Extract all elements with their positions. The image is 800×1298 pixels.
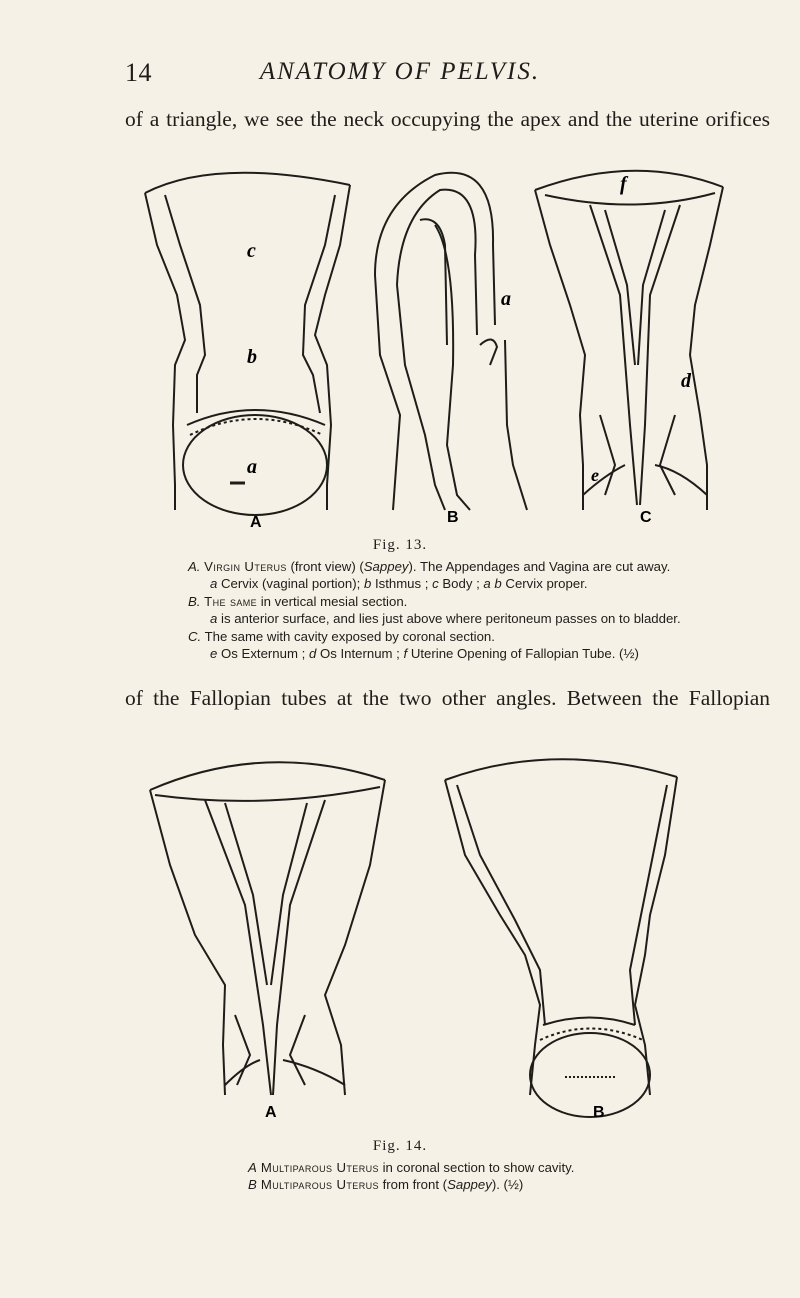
figure-13-illustration: [135, 165, 725, 535]
fig14-caption-b-head: Multiparous Uterus: [256, 1177, 379, 1192]
fig13-caption-a-letter: A.: [188, 559, 201, 574]
fig13-marker-a-left: a: [247, 456, 257, 478]
fig14-caption-b-rest: from front (: [378, 1177, 448, 1192]
fig13-caption-c-head: The same: [204, 629, 264, 644]
fig13-caption-c-sub-3: Uterine Opening of Fallopian Tube. (½): [407, 646, 639, 661]
fig13-marker-a-mid: a: [501, 288, 511, 310]
body-text-line-2: of the Fallopian tubes at the two other angles. Between the Fallopian: [125, 686, 770, 710]
fig13-caption-a-rest: (front view) (: [286, 559, 364, 574]
fig13-panel-c-letter: C: [640, 509, 652, 526]
fig13-marker-e: e: [591, 465, 599, 485]
fig13-caption-b-rest: in vertical mesial section.: [257, 594, 408, 609]
fig13-caption-a: [188, 559, 670, 575]
fig13-title: Fig. 13.: [372, 537, 428, 553]
fig13-caption-c-rest: with cavity exposed by coronal section.: [263, 629, 495, 644]
fig14-caption-a-rest: in coronal section to show cavity.: [378, 1160, 575, 1175]
fig13-caption-a-source: Sappey: [363, 559, 409, 574]
running-title: ANATOMY OF PELVIS.: [259, 58, 541, 85]
fig13-caption-a-sub-c: c: [432, 576, 439, 591]
fig13-caption-b-sub-text: is anterior surface, and lies just above where peritoneum passes on to bladder.: [217, 611, 681, 626]
fig13-marker-f: f: [620, 173, 627, 195]
fig13-caption-a-sub-2: Isthmus ;: [371, 576, 433, 591]
fig13-caption-b-sub-a: a: [210, 611, 218, 626]
fig13-caption-a-sub-1: Cervix (vaginal portion);: [217, 576, 364, 591]
fig14-caption-b-source: Sappey: [447, 1177, 492, 1192]
fig13-caption-a-sub-b: b: [363, 576, 372, 591]
fig14-title: Fig. 14.: [372, 1138, 428, 1154]
fig13-panel-b-letter: B: [447, 509, 459, 526]
figure-14-illustration: [145, 755, 685, 1125]
fig13-caption-a-sub-3: Body ;: [438, 576, 484, 591]
fig13-caption-b-sub: [210, 611, 681, 627]
page-number: 14: [125, 58, 152, 87]
fig14-panel-b-drawing: [445, 759, 677, 1117]
fig13-caption-a-tail: ). The Appendages and Vagina are cut away.: [408, 559, 671, 574]
fig14-caption-a: [248, 1160, 574, 1176]
fig14-panel-b-letter: B: [593, 1104, 605, 1121]
fig13-caption-c-sub-d: d: [308, 646, 317, 661]
fig14-caption-a-letter: A: [248, 1160, 257, 1175]
fig13-caption-c-sub: [210, 646, 639, 662]
fig13-panel-b-drawing: [375, 173, 527, 510]
fig14-panel-a-letter: A: [265, 1104, 277, 1121]
fig14-caption-b-letter: B: [248, 1177, 257, 1192]
fig14-caption-b-tail: ). (½): [491, 1177, 524, 1192]
fig13-caption-c-letter: C.: [188, 629, 202, 644]
fig14-caption-a-head: Multiparous Uterus: [256, 1160, 379, 1175]
fig13-caption-a-sub-4: Cervix proper.: [501, 576, 588, 591]
fig13-caption-b: [188, 594, 407, 610]
fig14-panel-a-drawing: [150, 762, 385, 1095]
fig13-caption-b-letter: B.: [188, 594, 201, 609]
fig13-marker-d: d: [681, 370, 691, 392]
fig13-caption-a-head: Virgin Uterus: [204, 559, 287, 574]
fig13-caption-c-sub-f: f: [403, 646, 408, 661]
fig13-caption-a-sub: [210, 576, 588, 592]
fig13-caption-b-head: The same: [204, 594, 258, 609]
fig13-caption-c: [188, 629, 495, 645]
fig13-caption-c-sub-1: Os Externum ;: [217, 646, 309, 661]
fig13-marker-c: c: [247, 240, 256, 262]
fig13-panel-a-letter: A: [250, 514, 262, 531]
fig13-caption-c-sub-e: e: [210, 646, 218, 661]
fig13-panel-c-drawing: [535, 171, 723, 510]
fig14-caption-b: [248, 1177, 523, 1193]
fig13-caption-c-sub-2: Os Internum ;: [316, 646, 404, 661]
body-text-line-1: of a triangle, we see the neck occupying the apex and the uterine orifices: [125, 107, 770, 131]
fig13-caption-a-sub-ab: a b: [483, 576, 502, 591]
fig13-marker-b: b: [247, 346, 257, 368]
fig13-caption-a-sub-a: a: [210, 576, 218, 591]
